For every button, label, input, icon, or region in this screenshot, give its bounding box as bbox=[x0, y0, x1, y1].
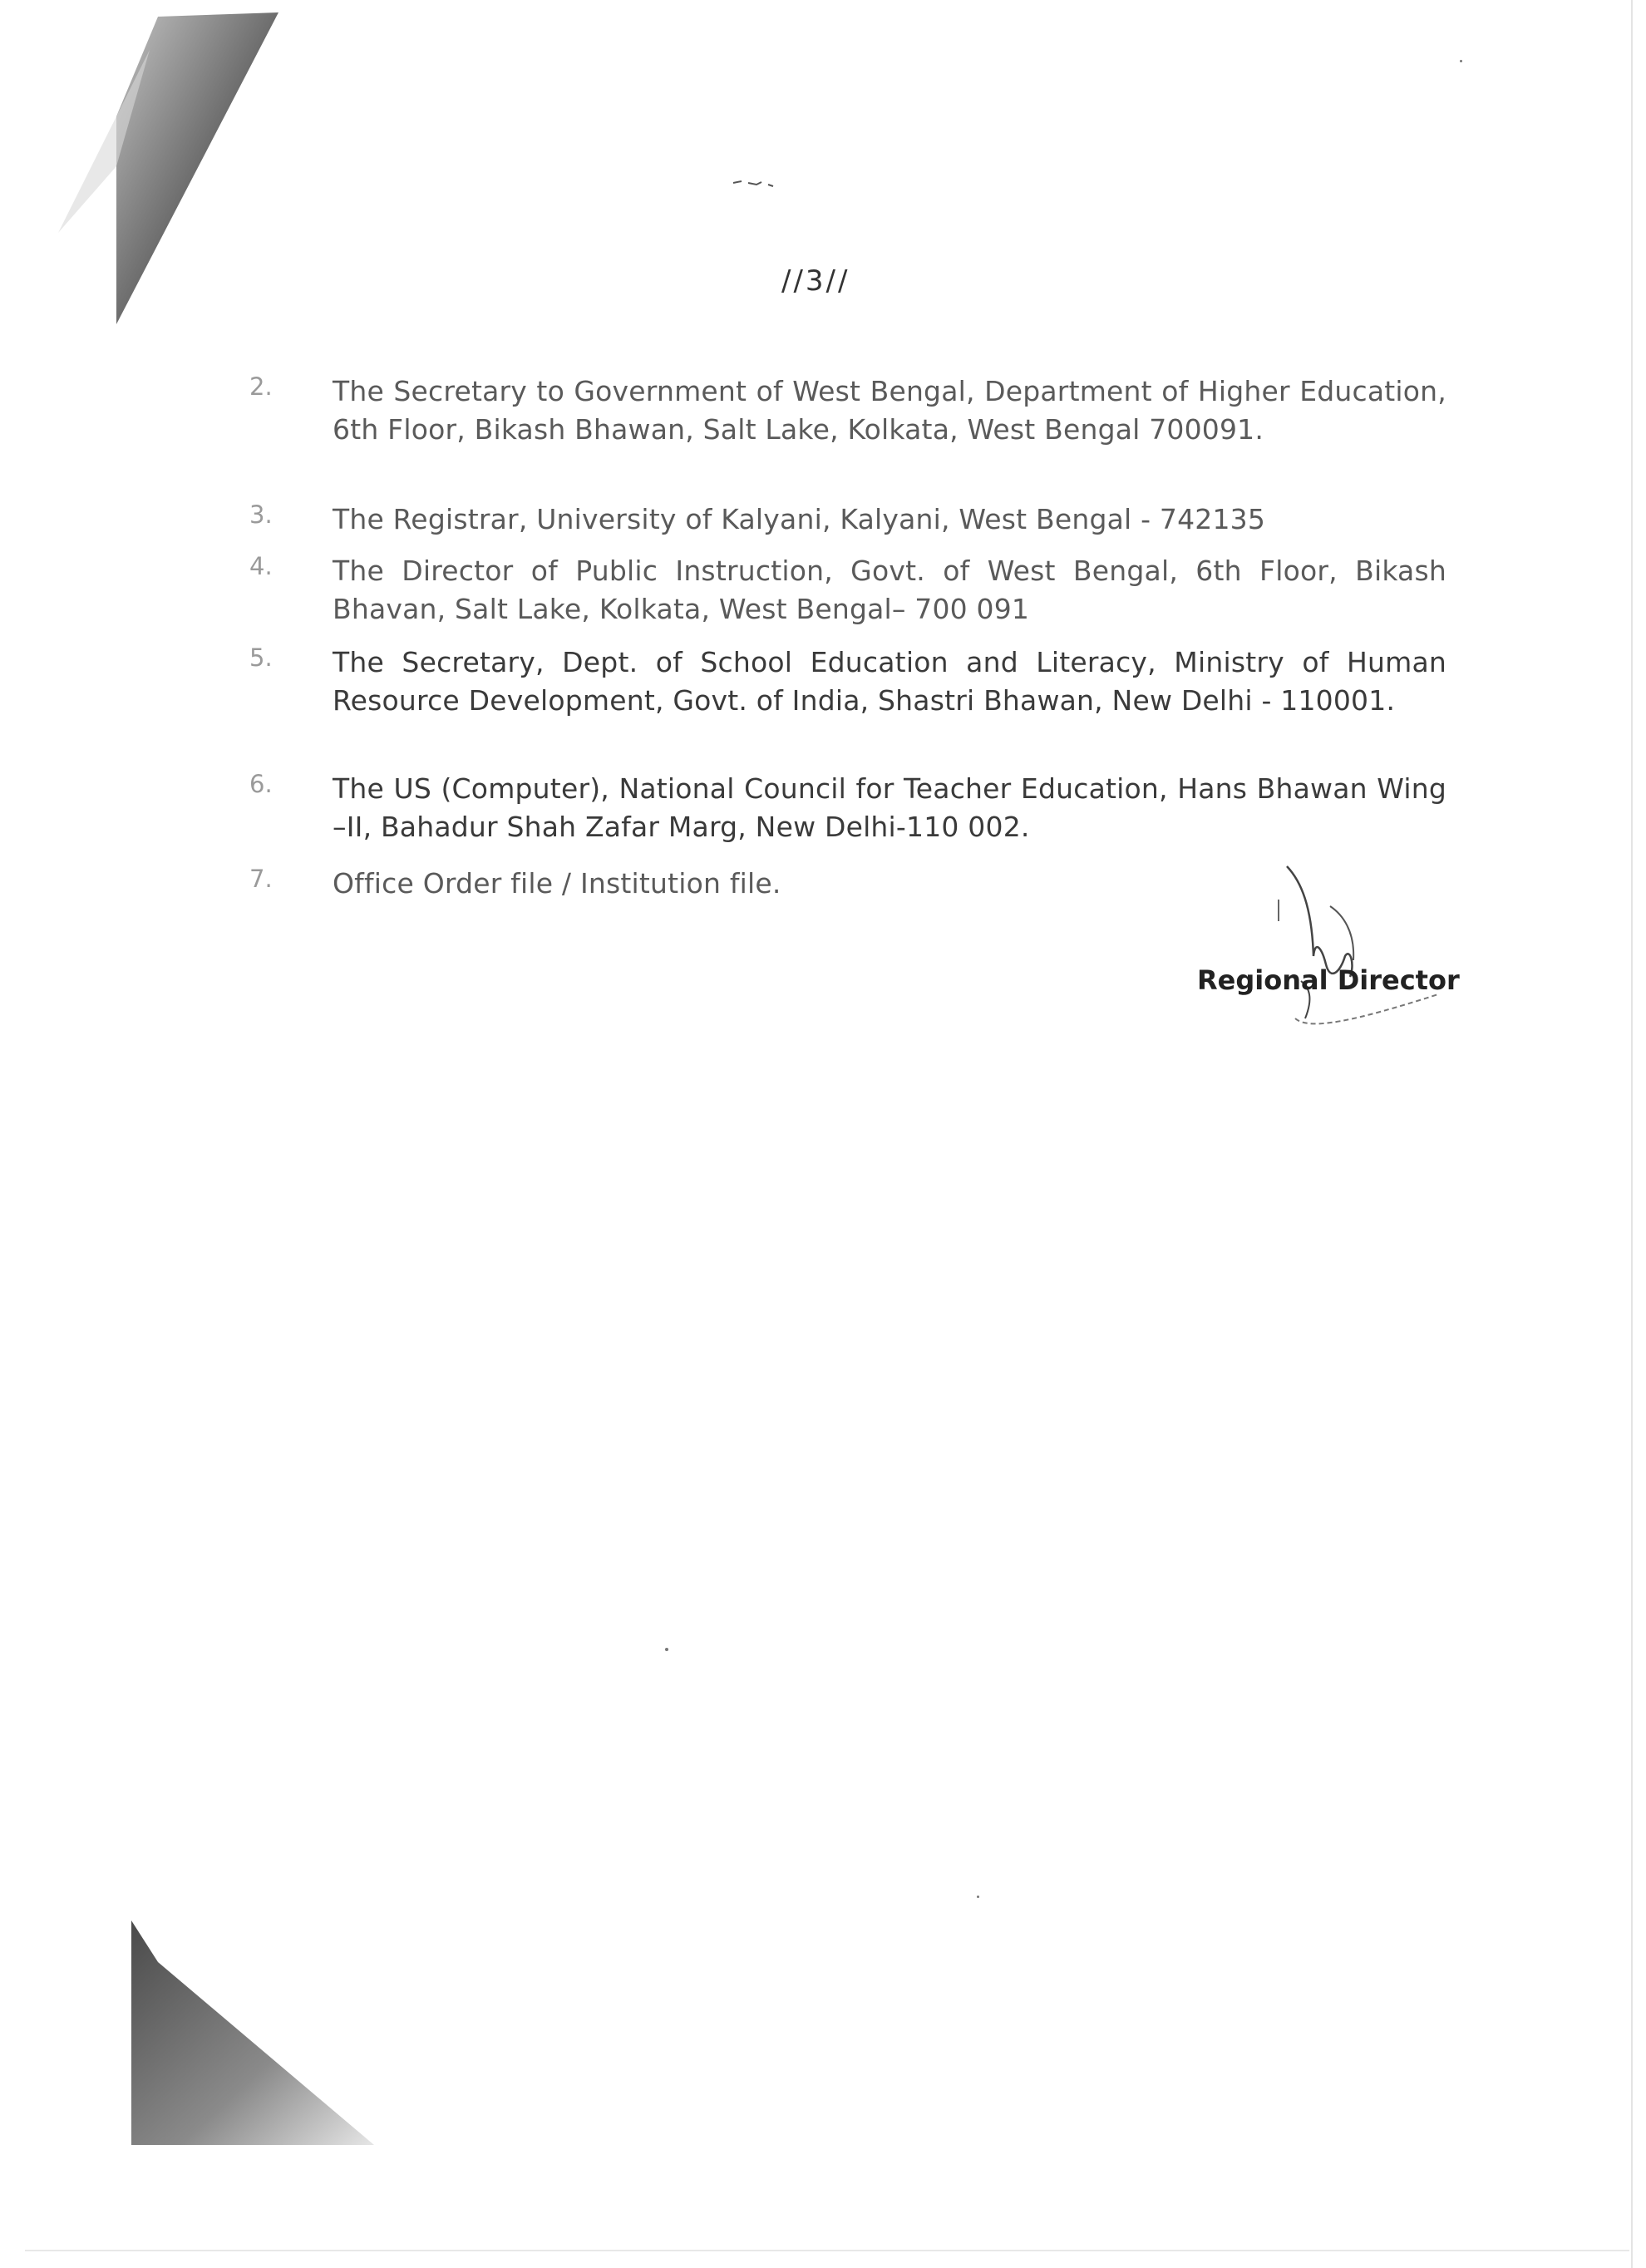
list-item-text: The Secretary to Government of West Bengal, Department of Higher Education, 6th Floor, Bikash Bhawan, Salt Lake, Kolkata, West Bengal 700091. bbox=[333, 375, 1446, 446]
scan-shadow-top-corner bbox=[50, 0, 291, 333]
scan-shadow-bottom-corner bbox=[125, 1912, 391, 2153]
scan-speck bbox=[665, 1648, 668, 1651]
scan-speck bbox=[977, 1896, 979, 1898]
signature-block bbox=[1197, 856, 1471, 1039]
list-item-text: The US (Computer), National Council for Teacher Education, Hans Bhawan Wing –II, Bahadur Shah Zafar Marg, New Delhi-110 002. bbox=[333, 772, 1446, 843]
list-item-number: 3. bbox=[249, 500, 273, 529]
list-item-number: 7. bbox=[249, 865, 273, 893]
scan-edge-right bbox=[1631, 0, 1633, 2268]
list-item-number: 6. bbox=[249, 770, 273, 798]
handwritten-signature bbox=[1197, 856, 1471, 1039]
list-item-number: 5. bbox=[249, 643, 273, 672]
page-number: //3// bbox=[781, 264, 850, 298]
list-item-text: Office Order file / Institution file. bbox=[333, 867, 781, 900]
signatory-title: Regional Director bbox=[1197, 964, 1460, 996]
scan-edge-bottom bbox=[25, 2250, 1629, 2251]
list-item-text: The Secretary, Dept. of School Education and Literacy, Ministry of Human Resource Development, Govt. of India, Shastri Bhawan, New Delhi - 110001. bbox=[333, 646, 1446, 717]
list-item-text: The Registrar, University of Kalyani, Kalyani, West Bengal - 742135 bbox=[333, 503, 1266, 535]
scan-speck bbox=[1460, 60, 1462, 62]
list-item-number: 2. bbox=[249, 372, 273, 401]
list-item-text: The Director of Public Instruction, Govt. of West Bengal, 6th Floor, Bikash Bhavan, Salt Lake, Kolkata, West Bengal– 700 091 bbox=[333, 555, 1446, 625]
list-item-number: 4. bbox=[249, 552, 273, 580]
scan-speck bbox=[732, 175, 798, 191]
